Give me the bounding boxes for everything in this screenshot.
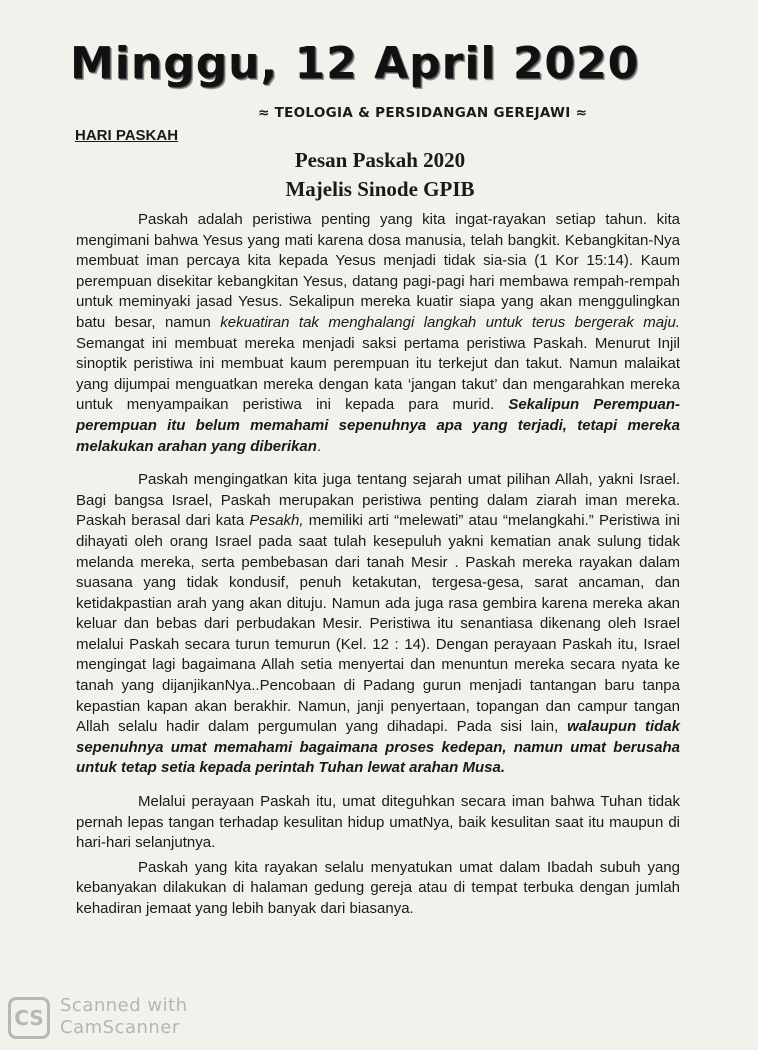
p1-bold-italic: Sekalipun Perempuan-perempuan itu belum memahami sepenuhnya apa yang terjadi, tetapi mereka melakukan arahan yang diberikan (76, 396, 680, 455)
article-body (76, 210, 680, 920)
title-line-1: Pesan Paskah 2020 (294, 148, 466, 172)
title-line-2: Majelis Sinode GPIB (285, 177, 475, 201)
paragraph-1 (76, 210, 680, 457)
p2-text-a: Paskah mengingatkan kita juga tentang sejarah umat pilihan Allah, yakni Israel. Bagi bangsa Israel, Paskah merupakan peristiwa penting dalam ziarah iman mereka. Paskah berasal dari kata (76, 471, 680, 530)
p2-text-c: memiliki arti “melewati” atau “melangkahi.” Peristiwa ini dihayati oleh orang Israel pada saat tulah kesepuluh yakni kematian anak sulung tidak melanda mereka, serta pembebasan dari tanah Mesir . Paskah mereka rayakan dalam suasana yang tidak kondusif, penuh ketakutan, tergesa-gesa, sarat ancaman, dan ketidakpastian arah yang akan dituju. Namun ada juga rasa gembira karena mereka akan keluar dan bebas dari perbudakan Mesir. Peristiwa itu senantiasa dikenang oleh Israel melalui Paskah secara turun temurun (Kel. 12 : 14). Dengan perayaan Paskah itu, Israel mengingat lagi bagaimana Allah setia menyertai dan menuntun mereka secara nyata ke tanah yang dijanjikanNya..Pencobaan di Padang gurun menjadi tantangan baru tanpa kepastian kapan akan berakhir. Namun, janji penyertaan, topangan dan campur tangan Allah selalu hadir dalam pergumulan yang dihadapi. Pada sisi lain, (76, 512, 680, 736)
paragraph-3: Melalui perayaan Paskah itu, umat diteguhkan secara iman bahwa Tuhan tidak pernah lepas tangan terhadap kesulitan hidup umatNya, baik kesulitan saat itu maupun di hari-hari selanjutnya. (76, 793, 680, 852)
paragraph-4: Paskah yang kita rayakan selalu menyatukan umat dalam Ibadah subuh yang kebanyakan dilakukan di halaman gedung gereja atau di tempat terbuka dengan jumlah kehadiran jemaat yang lebih banyak dari biasanya. (76, 858, 680, 917)
p1-text-a: Paskah adalah peristiwa penting yang kita ingat-rayakan setiap tahun. kita mengimani bahwa Yesus yang mati karena dosa manusia, telah bangkit. Kebangkitan-Nya membuat iman percaya kita kepada Yesus menjadi tidak sia-sia (1 Kor 15:14). Kaum perempuan disekitar kebangkitan Yesus, datang pagi-pagi hari membawa rempah-rempah untuk meminyaki jasad Yesus. Sekalipun mereka kuatir siapa yang akan menggulingkan batu besar, namun (76, 211, 680, 331)
p1-text-c: Semangat ini membuat mereka menjadi saksi pertama peristiwa Paskah. Menurut Injil sinoptik peristiwa ini membuat kaum perempuan itu terkejut dan takut. Namun malaikat yang dijumpai menguatkan mereka dengan kata ‘jangan takut’ dan mengarahkan mereka untuk menyampaikan peristiwa ini kepada para murid. (76, 334, 680, 414)
camscanner-watermark (8, 995, 228, 1045)
p2-italic: Pesakh, (249, 512, 304, 530)
watermark-text (60, 995, 188, 1039)
watermark-line-1: Scanned with (60, 995, 188, 1016)
section-tag: ≈ TEOLOGIA & PERSIDANGAN GEREJAWI ≈ (258, 105, 588, 121)
p2-bold-italic: walaupun tidak sepenuhnya umat memahami bagaimana proses kedepan, namun umat berusaha untuk tetap setia kepada perintah Tuhan lewat arahan Musa. (76, 718, 680, 777)
article-title (180, 146, 580, 204)
paragraph-2 (76, 470, 680, 779)
category-label: HARI PASKAH (75, 127, 179, 144)
p1-text-e: . (316, 437, 322, 455)
camscanner-logo-icon: CS (8, 997, 50, 1039)
date-heading: Minggu, 12 April 2020 (70, 38, 640, 89)
p1-italic: kekuatiran tak menghalangi langkah untuk terus bergerak maju. (220, 313, 680, 331)
watermark-line-2: CamScanner (60, 1017, 180, 1038)
